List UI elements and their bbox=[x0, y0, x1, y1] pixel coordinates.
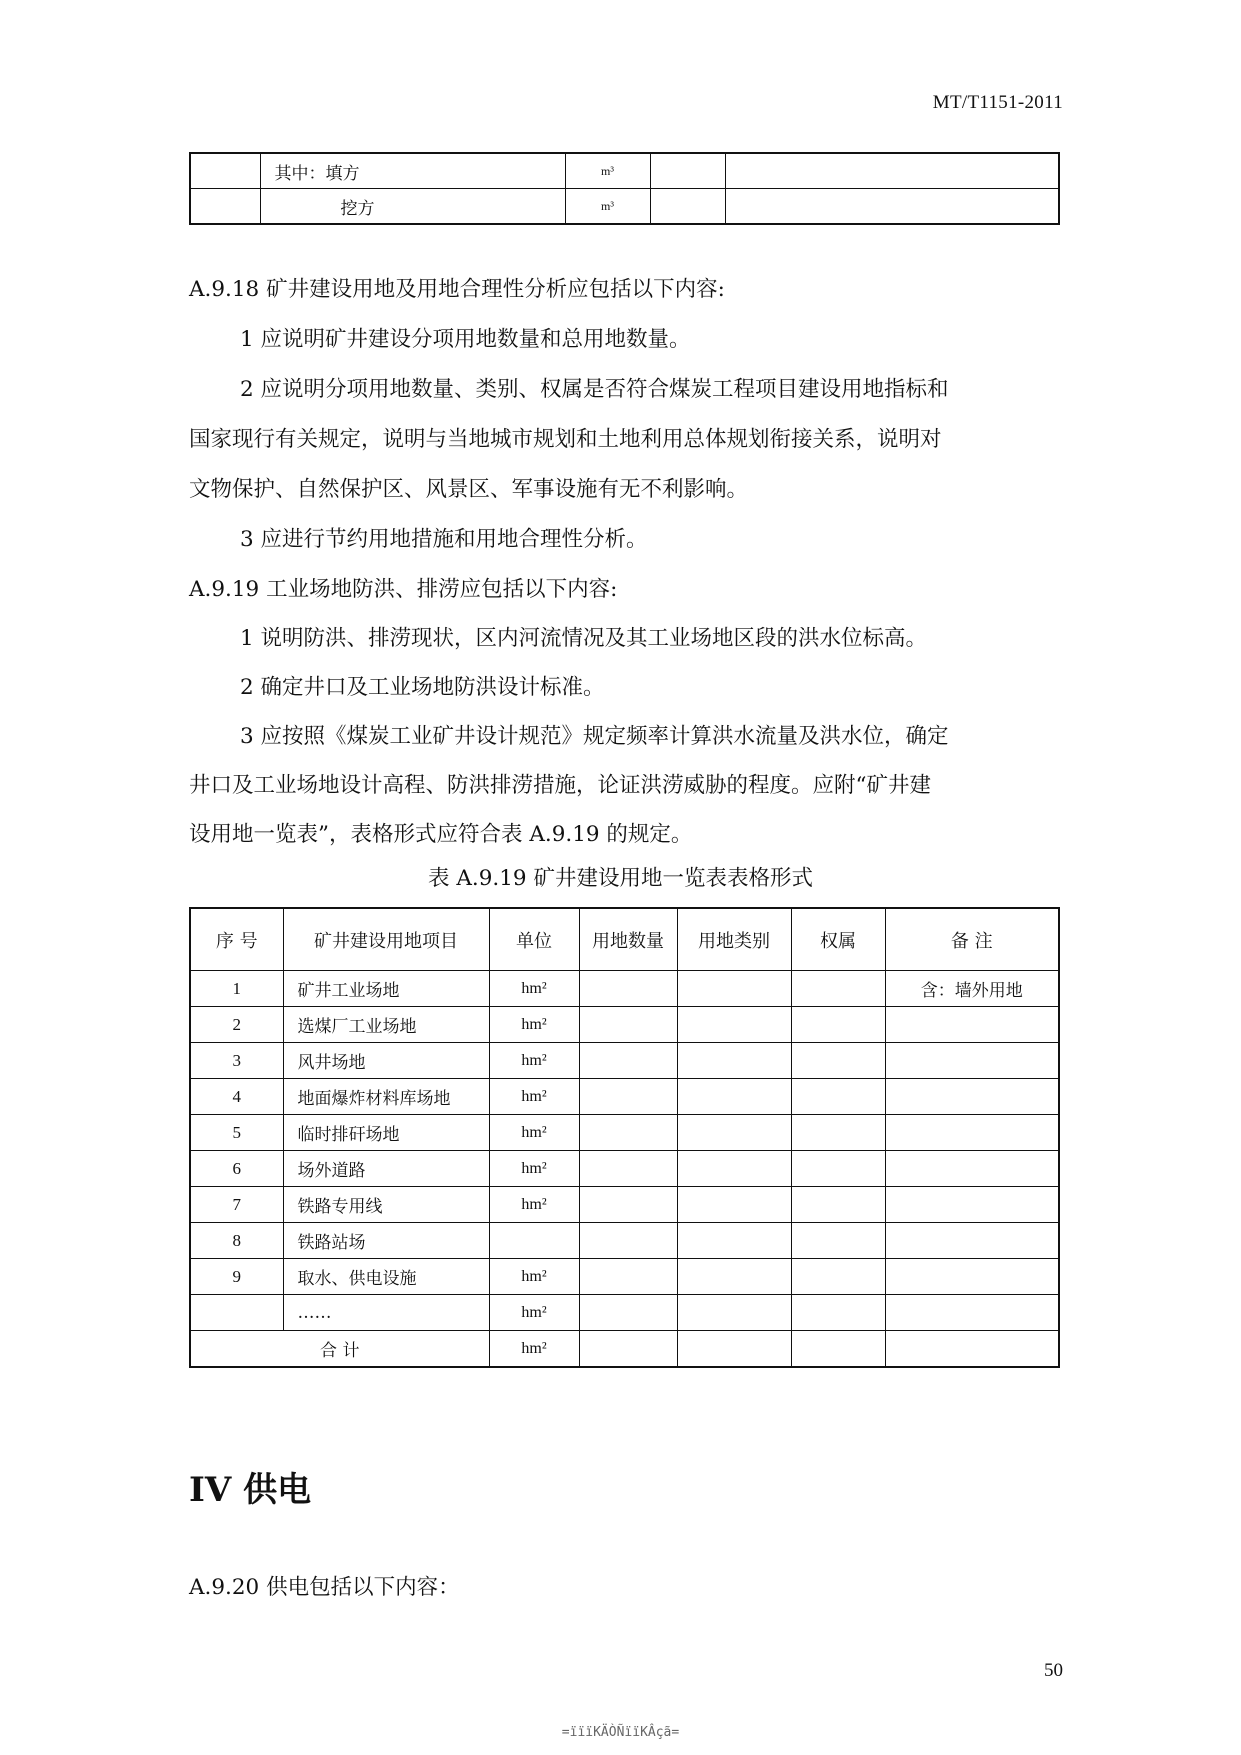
clause-text: 设用地一览表”，表格形式应符合表 A.9.19 的规定。 bbox=[189, 822, 693, 847]
table-row bbox=[190, 1115, 1059, 1151]
table-row bbox=[190, 189, 1059, 225]
row-remark bbox=[885, 1115, 1059, 1151]
row-number: 4 bbox=[190, 1079, 283, 1115]
table-cell bbox=[791, 1043, 885, 1079]
table-cell bbox=[579, 1223, 677, 1259]
column-header: 备 注 bbox=[885, 908, 1059, 971]
row-remark bbox=[885, 1295, 1059, 1331]
table-header-row bbox=[190, 908, 1059, 971]
table-cell bbox=[677, 1151, 791, 1187]
land-use-table bbox=[189, 907, 1060, 1368]
table-cell bbox=[677, 1043, 791, 1079]
table-cell bbox=[579, 1331, 677, 1368]
table-cell bbox=[579, 1151, 677, 1187]
item-name: 其中：填方 bbox=[260, 153, 565, 189]
row-unit: hm² bbox=[489, 971, 579, 1007]
unit-cell: m³ bbox=[565, 153, 650, 189]
table-cell bbox=[677, 1295, 791, 1331]
table-cell bbox=[190, 189, 260, 225]
row-number: 8 bbox=[190, 1223, 283, 1259]
clause-item: 2 应说明分项用地数量、类别、权属是否符合煤炭工程项目建设用地指标和 bbox=[240, 377, 949, 402]
row-item: 地面爆炸材料库场地 bbox=[283, 1079, 489, 1115]
row-number: 6 bbox=[190, 1151, 283, 1187]
row-number: 5 bbox=[190, 1115, 283, 1151]
column-header: 用地数量 bbox=[579, 908, 677, 971]
page-number: 50 bbox=[1044, 1660, 1063, 1681]
table-cell bbox=[791, 1187, 885, 1223]
table-row bbox=[190, 971, 1059, 1007]
row-item: 铁路站场 bbox=[283, 1223, 489, 1259]
column-header: 用地类别 bbox=[677, 908, 791, 971]
row-item: 取水、供电设施 bbox=[283, 1259, 489, 1295]
unit-cell: m³ bbox=[565, 189, 650, 225]
clause-heading-a920: A.9.20 供电包括以下内容： bbox=[189, 1575, 460, 1600]
table-row bbox=[190, 1223, 1059, 1259]
table-cell bbox=[791, 1295, 885, 1331]
row-remark bbox=[885, 1223, 1059, 1259]
row-unit: hm² bbox=[489, 1295, 579, 1331]
table-cell bbox=[579, 1187, 677, 1223]
row-item: 铁路专用线 bbox=[283, 1187, 489, 1223]
row-remark bbox=[885, 1043, 1059, 1079]
row-unit: hm² bbox=[489, 1151, 579, 1187]
table-cell bbox=[885, 1331, 1059, 1368]
table-row bbox=[190, 153, 1059, 189]
table-cell bbox=[725, 153, 1059, 189]
row-remark bbox=[885, 1007, 1059, 1043]
row-item: 风井场地 bbox=[283, 1043, 489, 1079]
table-cell bbox=[677, 1259, 791, 1295]
total-unit: hm² bbox=[489, 1331, 579, 1368]
row-number: 3 bbox=[190, 1043, 283, 1079]
table-cell bbox=[677, 971, 791, 1007]
row-remark bbox=[885, 1259, 1059, 1295]
column-header: 序 号 bbox=[190, 908, 283, 971]
table-cell bbox=[579, 1259, 677, 1295]
row-unit bbox=[489, 1223, 579, 1259]
table-cell bbox=[190, 153, 260, 189]
row-number: 2 bbox=[190, 1007, 283, 1043]
clause-text: 国家现行有关规定，说明与当地城市规划和土地利用总体规划衔接关系，说明对 bbox=[189, 427, 942, 452]
table-row bbox=[190, 1043, 1059, 1079]
continued-table bbox=[189, 152, 1060, 225]
total-row bbox=[190, 1331, 1059, 1368]
clause-item: 1 说明防洪、排涝现状，区内河流情况及其工业场地区段的洪水位标高。 bbox=[240, 626, 928, 651]
table-cell bbox=[650, 153, 725, 189]
table-row bbox=[190, 1007, 1059, 1043]
row-item: 临时排矸场地 bbox=[283, 1115, 489, 1151]
row-item: 矿井工业场地 bbox=[283, 971, 489, 1007]
table-row bbox=[190, 1187, 1059, 1223]
table-cell bbox=[677, 1187, 791, 1223]
table-cell bbox=[677, 1007, 791, 1043]
table-caption: 表 A.9.19 矿井建设用地一览表表格形式 bbox=[428, 866, 813, 891]
table-cell bbox=[791, 1259, 885, 1295]
table-cell bbox=[791, 971, 885, 1007]
table-row bbox=[190, 1295, 1059, 1331]
row-number: 1 bbox=[190, 971, 283, 1007]
row-item: 场外道路 bbox=[283, 1151, 489, 1187]
clause-heading-a918: A.9.18 矿井建设用地及用地合理性分析应包括以下内容: bbox=[189, 277, 725, 302]
table-row bbox=[190, 1259, 1059, 1295]
clause-item: 2 确定井口及工业场地防洪设计标准。 bbox=[240, 675, 605, 700]
section-title: IV 供电 bbox=[189, 1470, 312, 1510]
row-unit: hm² bbox=[489, 1259, 579, 1295]
table-cell bbox=[677, 1223, 791, 1259]
table-cell bbox=[791, 1115, 885, 1151]
row-number: 9 bbox=[190, 1259, 283, 1295]
clause-item: 1 应说明矿井建设分项用地数量和总用地数量。 bbox=[240, 327, 691, 352]
item-name: 挖方 bbox=[260, 189, 565, 225]
clause-item: 3 应进行节约用地措施和用地合理性分析。 bbox=[240, 527, 648, 552]
table-cell bbox=[791, 1079, 885, 1115]
clause-item: 3 应按照《煤炭工业矿井设计规范》规定频率计算洪水流量及洪水位，确定 bbox=[240, 724, 949, 749]
row-unit: hm² bbox=[489, 1079, 579, 1115]
table-cell bbox=[579, 1295, 677, 1331]
table-cell bbox=[650, 189, 725, 225]
row-unit: hm² bbox=[489, 1043, 579, 1079]
row-remark bbox=[885, 1079, 1059, 1115]
clause-heading-a919: A.9.19 工业场地防洪、排涝应包括以下内容: bbox=[189, 577, 618, 602]
total-label: 合 计 bbox=[190, 1331, 489, 1368]
column-header: 单位 bbox=[489, 908, 579, 971]
table-cell bbox=[579, 1115, 677, 1151]
row-unit: hm² bbox=[489, 1007, 579, 1043]
table-cell bbox=[677, 1331, 791, 1368]
document-code: MT/T1151-2011 bbox=[932, 92, 1063, 113]
clause-text: 文物保护、自然保护区、风景区、军事设施有无不利影响。 bbox=[189, 477, 749, 502]
table-cell bbox=[791, 1151, 885, 1187]
row-remark: 含：墙外用地 bbox=[885, 971, 1059, 1007]
table-cell bbox=[677, 1079, 791, 1115]
row-item: 选煤厂工业场地 bbox=[283, 1007, 489, 1043]
row-number: 7 bbox=[190, 1187, 283, 1223]
table-row bbox=[190, 1079, 1059, 1115]
column-header: 权属 bbox=[791, 908, 885, 971]
table-cell bbox=[579, 1079, 677, 1115]
table-cell bbox=[579, 1007, 677, 1043]
table-cell bbox=[579, 971, 677, 1007]
table-cell bbox=[791, 1223, 885, 1259]
table-cell bbox=[677, 1115, 791, 1151]
table-cell bbox=[579, 1043, 677, 1079]
row-remark bbox=[885, 1151, 1059, 1187]
row-item: …… bbox=[283, 1295, 489, 1331]
row-unit: hm² bbox=[489, 1115, 579, 1151]
table-cell bbox=[791, 1007, 885, 1043]
row-remark bbox=[885, 1187, 1059, 1223]
column-header: 矿井建设用地项目 bbox=[283, 908, 489, 971]
footer-mark: =ïïïKÄÒÑïïKÂçã= bbox=[561, 1725, 680, 1740]
clause-text: 井口及工业场地设计高程、防洪排涝措施，论证洪涝威胁的程度。应附“矿井建 bbox=[189, 773, 931, 798]
table-cell bbox=[791, 1331, 885, 1368]
row-unit: hm² bbox=[489, 1187, 579, 1223]
table-cell bbox=[725, 189, 1059, 225]
table-row bbox=[190, 1151, 1059, 1187]
row-number bbox=[190, 1295, 283, 1331]
